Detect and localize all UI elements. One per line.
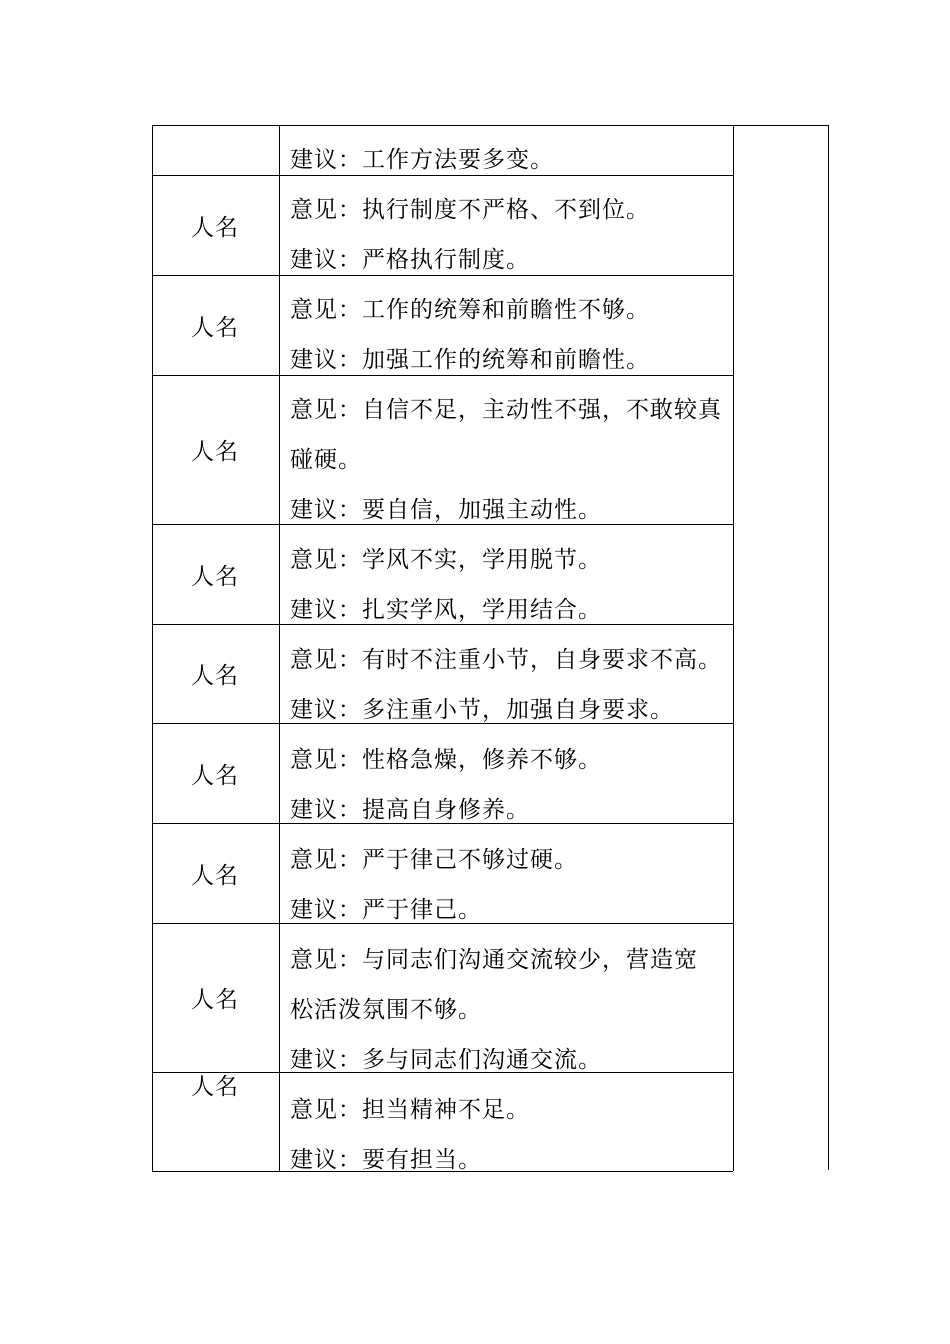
opinion-text: 意见：自信不足，主动性不强，不敢较真 (290, 397, 722, 423)
suggestion-text: 建议：提高自身修养。 (290, 797, 530, 823)
table-row (152, 125, 733, 175)
comment-cell (280, 1072, 728, 1171)
suggestion-text: 建议：多注重小节，加强自身要求。 (290, 697, 674, 723)
opinion-text: 意见：严于律己不够过硬。 (290, 847, 578, 873)
person-name-cell: 人名 (191, 214, 239, 241)
person-name-cell: 人名 (191, 439, 239, 465)
comment-cell (280, 275, 728, 375)
table-row (152, 823, 733, 923)
table-row (152, 524, 733, 624)
person-name-cell: 人名 (191, 1074, 239, 1100)
opinion-text: 松活泼氛围不够。 (290, 997, 482, 1023)
opinion-text: 意见：工作的统筹和前瞻性不够。 (290, 297, 650, 323)
person-name-cell: 人名 (191, 862, 239, 889)
person-name-cell: 人名 (191, 314, 239, 341)
person-name-cell: 人名 (191, 987, 239, 1013)
person-name-cell: 人名 (191, 663, 239, 689)
comment-cell (280, 624, 728, 723)
table-row (152, 923, 733, 1072)
table-row (152, 1072, 733, 1171)
comment-cell (280, 125, 728, 175)
person-name-cell: 人名 (191, 762, 239, 789)
table-column-rule (828, 125, 829, 1170)
opinion-text: 意见：与同志们沟通交流较少，营造宽 (290, 947, 698, 973)
person-name-cell: 人名 (191, 563, 239, 590)
comment-cell (280, 823, 728, 923)
opinion-text: 碰硬。 (290, 447, 362, 473)
suggestion-text: 建议：多与同志们沟通交流。 (290, 1047, 602, 1073)
opinion-text: 意见：执行制度不严格、不到位。 (290, 197, 650, 223)
suggestion-text: 建议：工作方法要多变。 (290, 147, 554, 173)
table-row (152, 624, 733, 723)
suggestion-text: 建议：严于律己。 (290, 897, 482, 923)
opinion-text: 意见：学风不实，学用脱节。 (290, 547, 602, 573)
table-row (152, 375, 733, 524)
table-row (152, 175, 733, 275)
table-row (152, 723, 733, 823)
comment-cell (280, 723, 728, 823)
comment-cell (280, 175, 728, 275)
suggestion-text: 建议：严格执行制度。 (290, 247, 530, 273)
table-row (152, 275, 733, 375)
table-column-rule (733, 125, 734, 1171)
comment-cell (280, 375, 728, 524)
suggestion-text: 建议：加强工作的统筹和前瞻性。 (290, 347, 650, 373)
suggestion-text: 建议：扎实学风，学用结合。 (290, 597, 602, 623)
opinion-text: 意见：性格急燥，修养不够。 (290, 747, 602, 773)
suggestion-text: 建议：要有担当。 (290, 1147, 482, 1173)
suggestion-text: 建议：要自信，加强主动性。 (290, 497, 602, 523)
opinion-text: 意见：有时不注重小节，自身要求不高。 (290, 647, 722, 673)
person-name-cell (152, 125, 278, 175)
comment-cell (280, 524, 728, 624)
comment-cell (280, 923, 728, 1072)
opinion-text: 意见：担当精神不足。 (290, 1097, 530, 1123)
